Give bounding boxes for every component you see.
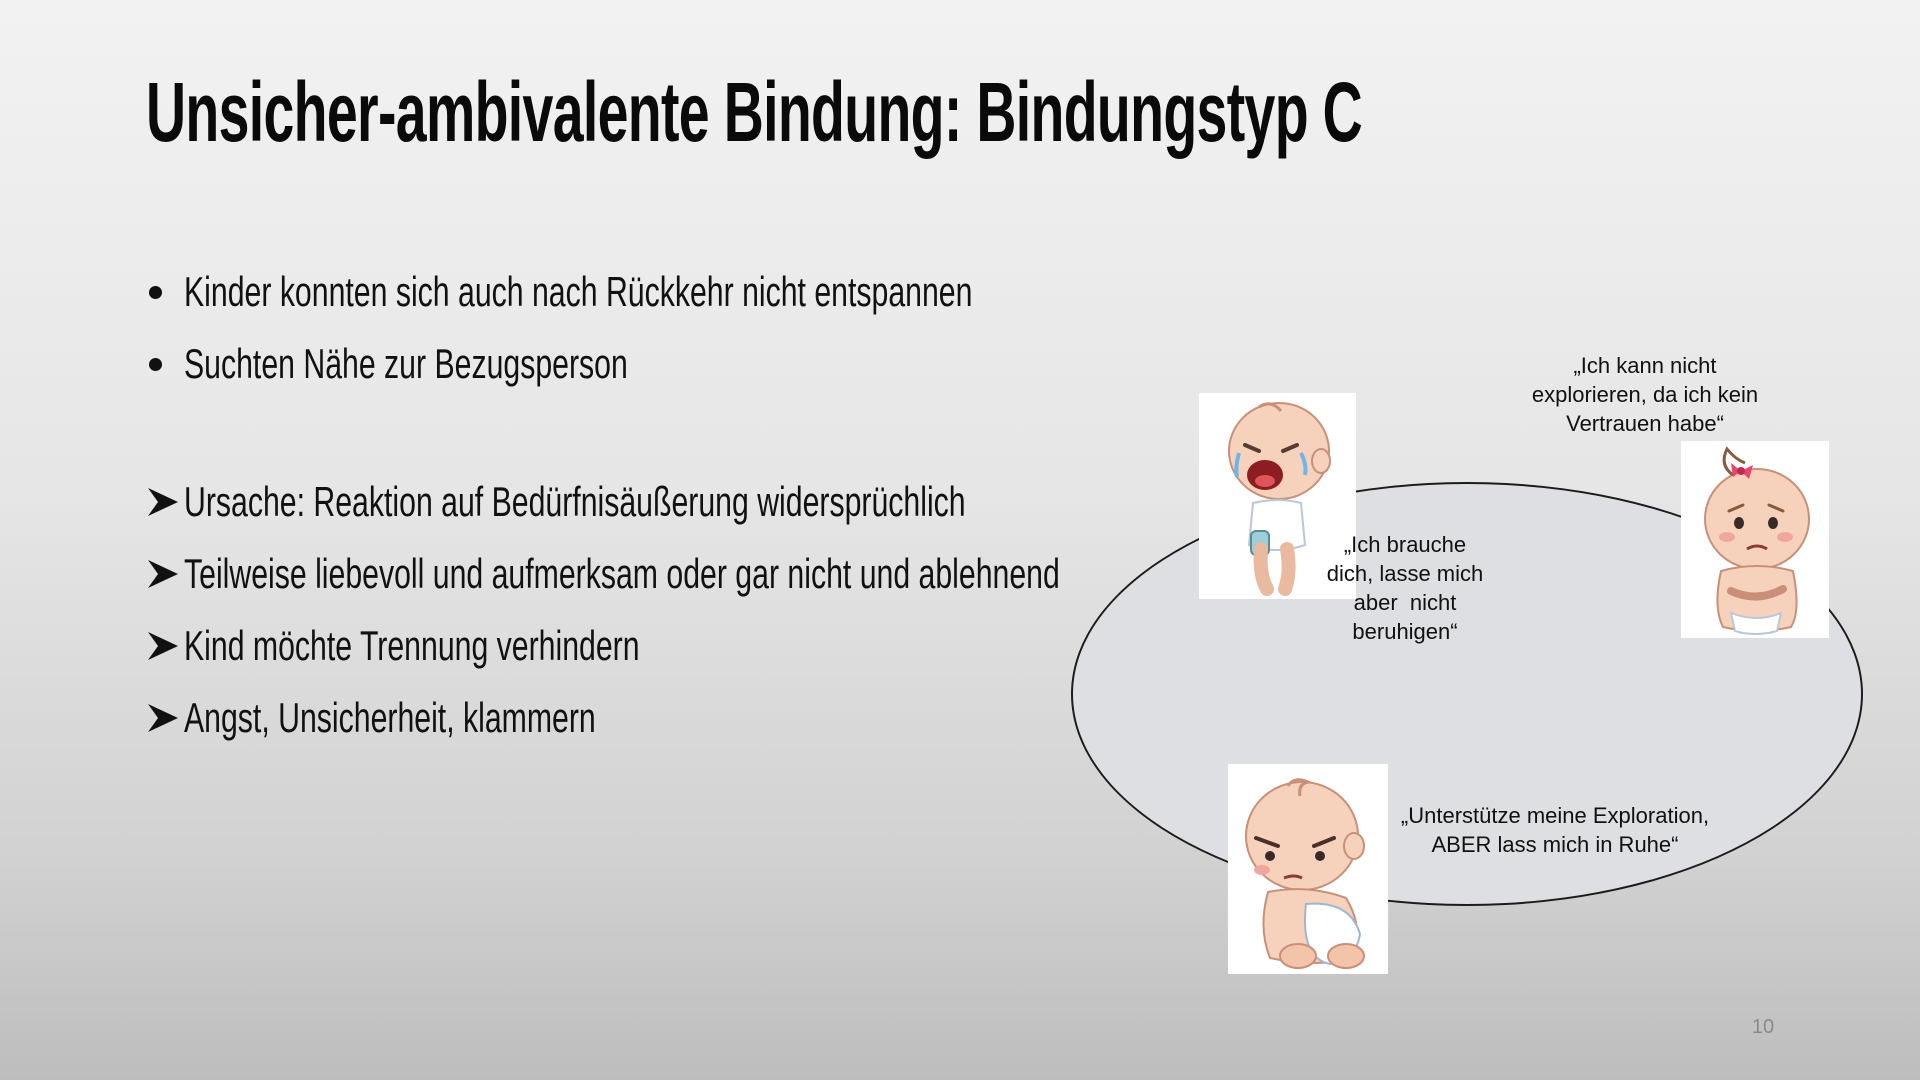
quote-sad-baby bbox=[1475, 351, 1815, 438]
angry-baby-icon bbox=[1228, 764, 1388, 974]
bullet-dot-icon bbox=[149, 358, 162, 371]
quote-line: ABER lass mich in Ruhe“ bbox=[1431, 832, 1679, 857]
arrow-text: Kind möchte Trennung verhindern bbox=[184, 622, 640, 669]
quote-line: beruhigen“ bbox=[1352, 619, 1458, 644]
sad-baby-image bbox=[1681, 441, 1829, 638]
arrow-text: Teilweise liebevoll und aufmerksam oder gar nicht und ablehnend bbox=[184, 550, 1060, 597]
sad-baby-girl-icon bbox=[1681, 441, 1829, 638]
arrow-bullet-icon bbox=[146, 698, 182, 738]
arrow-bullet-icon bbox=[146, 554, 182, 594]
quote-line: „Ich brauche bbox=[1343, 532, 1467, 557]
bullet-dot-icon bbox=[149, 286, 162, 299]
bullet-text: Suchten Nähe zur Bezugsperson bbox=[184, 340, 628, 387]
quote-line: dich, lasse mich bbox=[1326, 561, 1484, 586]
quote-line: Vertrauen habe“ bbox=[1566, 411, 1724, 436]
arrow-bullet-icon bbox=[146, 626, 182, 666]
quote-line: aber nicht bbox=[1353, 590, 1457, 615]
bullet-item bbox=[146, 256, 1279, 328]
page-number: 10 bbox=[1751, 1016, 1775, 1038]
quote-crying-baby bbox=[1240, 530, 1570, 646]
quote-line: explorieren, da ich kein bbox=[1531, 382, 1759, 407]
slide-title: Unsicher-ambivalente Bindung: Bindungstyp C bbox=[146, 65, 1363, 159]
arrow-text: Angst, Unsicherheit, klammern bbox=[184, 694, 596, 741]
attachment-diagram bbox=[1060, 340, 1900, 1000]
arrow-text: Ursache: Reaktion auf Bedürfnisäußerung widersprüchlich bbox=[184, 478, 966, 525]
quote-line: „Ich kann nicht bbox=[1573, 353, 1717, 378]
quote-line: „Unterstütze meine Exploration, bbox=[1400, 803, 1710, 828]
arrow-bullet-icon bbox=[146, 482, 182, 522]
bullet-text: Kinder konnten sich auch nach Rückkehr nicht entspannen bbox=[184, 268, 973, 315]
angry-baby-image bbox=[1228, 764, 1388, 974]
quote-angry-baby bbox=[1360, 801, 1750, 859]
